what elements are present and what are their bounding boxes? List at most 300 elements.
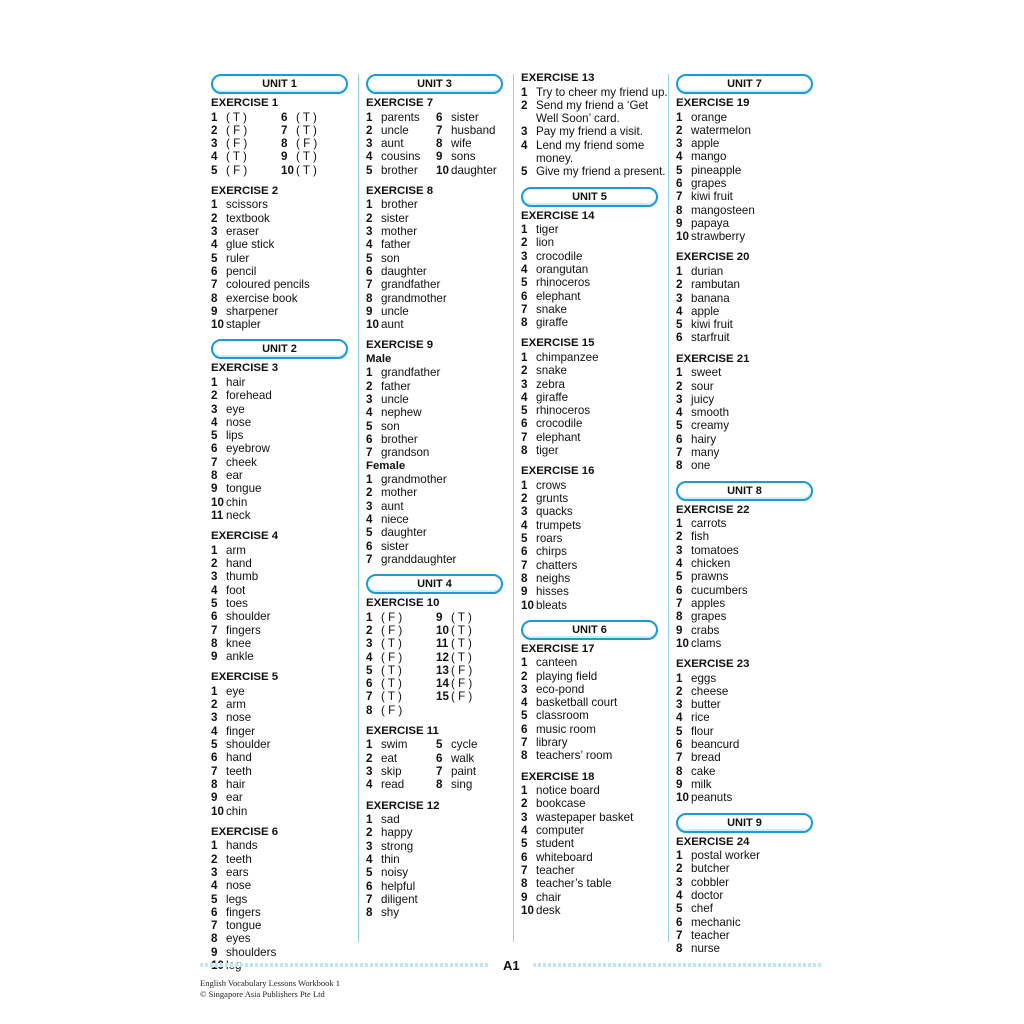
item-answer: rambutan (691, 278, 740, 292)
item-number: 2 (211, 123, 218, 137)
item-number: 4 (676, 711, 683, 725)
item-answer: sons (451, 150, 476, 164)
item-number: 9 (211, 482, 218, 496)
item-answer: forehead (226, 389, 272, 403)
answer-item (366, 124, 436, 137)
item-answer: shoulders (226, 945, 277, 959)
answer-item (211, 738, 363, 751)
answer-list (521, 223, 673, 329)
item-number: 8 (521, 571, 528, 585)
item-number: 5 (676, 902, 683, 916)
item-answer: teachers’ room (536, 749, 613, 763)
item-number: 15 (436, 690, 449, 704)
item-answer: chicken (691, 557, 731, 571)
item-number: 1 (676, 110, 683, 124)
answer-item (366, 366, 518, 379)
answer-item (676, 725, 828, 738)
item-answer: sister (381, 539, 409, 553)
answer-item (676, 446, 828, 459)
answer-item (676, 217, 828, 230)
item-answer: grunts (536, 492, 569, 506)
exercise-title: EXERCISE 13 (521, 72, 595, 84)
item-number: 3 (676, 392, 683, 406)
exercise-title: EXERCISE 3 (211, 362, 279, 375)
answer-item (366, 664, 436, 677)
answer-item (676, 738, 828, 751)
item-answer: library (536, 736, 568, 750)
item-answer: daughter (451, 163, 497, 177)
item-answer: rice (691, 711, 710, 725)
answer-item (436, 677, 506, 690)
item-number: 2 (211, 852, 218, 866)
item-answer: foot (226, 583, 246, 597)
item-answer: sour (691, 379, 714, 393)
item-number: 5 (366, 866, 373, 880)
item-number: 2 (521, 669, 528, 683)
item-number: 2 (521, 797, 528, 811)
item-answer: ( T ) (226, 150, 247, 164)
footer-wave-right (533, 963, 823, 967)
item-number: 3 (211, 137, 218, 151)
item-number: 2 (366, 123, 373, 137)
item-number: 6 (676, 738, 683, 752)
item-answer: ( T ) (296, 123, 317, 137)
item-answer: tiger (536, 444, 559, 458)
item-answer: ruler (226, 251, 250, 265)
answer-item (211, 946, 363, 959)
answer-item (366, 738, 436, 751)
answer-item (211, 778, 363, 791)
item-answer: uncle (381, 123, 409, 137)
answer-list (211, 839, 363, 972)
item-number: 7 (366, 690, 373, 704)
answer-item (366, 624, 436, 637)
answer-list (676, 517, 828, 650)
item-number: 6 (521, 417, 528, 431)
item-number: 2 (211, 557, 218, 571)
answer-item (211, 698, 363, 711)
item-number: 6 (676, 583, 683, 597)
exercise-title: EXERCISE 4 (211, 530, 279, 543)
exercise-title: EXERCISE 1 (211, 97, 279, 109)
answer-item (366, 473, 518, 486)
item-answer: hand (226, 751, 252, 765)
item-number: 7 (366, 552, 373, 566)
answer-item (211, 429, 363, 442)
exercise-section (676, 658, 828, 804)
item-number: 3 (366, 839, 373, 853)
item-number: 3 (521, 125, 528, 139)
answer-item (366, 651, 436, 664)
item-answer: brother (381, 163, 418, 177)
item-answer: wastepaper basket (536, 810, 634, 824)
item-answer: legs (226, 892, 248, 906)
answer-item (676, 164, 828, 177)
answer-item (521, 364, 673, 377)
item-number: 1 (211, 543, 218, 557)
item-answer: lips (226, 429, 244, 443)
item-answer: arm (226, 543, 246, 557)
item-answer: chair (536, 890, 562, 904)
item-number: 6 (676, 432, 683, 446)
answer-item (436, 611, 506, 624)
answer-list (521, 86, 673, 179)
item-answer: student (536, 837, 575, 851)
item-answer: notice board (536, 784, 600, 798)
answer-item (366, 292, 518, 305)
item-answer: teeth (226, 764, 252, 778)
item-answer: butcher (691, 862, 730, 876)
item-number: 3 (521, 682, 528, 696)
item-answer: granddaughter (381, 552, 457, 566)
item-number: 9 (211, 650, 218, 664)
item-answer: chirps (536, 545, 567, 559)
answer-item (366, 513, 518, 526)
item-number: 6 (366, 539, 373, 553)
exercise-section (366, 725, 518, 792)
item-answer: whiteboard (536, 850, 593, 864)
item-number: 5 (521, 709, 528, 723)
answer-item (676, 624, 828, 637)
item-answer: teacher (536, 863, 575, 877)
answer-item (281, 124, 351, 137)
item-number: 3 (521, 505, 528, 519)
exercise-title: EXERCISE 23 (676, 658, 750, 671)
answer-item (676, 111, 828, 124)
answer-item (211, 853, 363, 866)
answer-list (521, 656, 673, 762)
item-number: 1 (366, 473, 373, 487)
item-answer: eye (226, 684, 245, 698)
item-number: 6 (436, 110, 443, 124)
item-number: 9 (521, 585, 528, 599)
item-number: 3 (211, 570, 218, 584)
item-number: 1 (211, 110, 218, 124)
item-answer: desk (536, 903, 561, 917)
answer-item (521, 877, 673, 890)
item-number: 10 (521, 598, 534, 612)
item-number: 8 (676, 203, 683, 217)
answer-item (211, 238, 363, 251)
item-number: 5 (521, 276, 528, 290)
item-answer: read (381, 778, 405, 792)
item-number: 7 (676, 751, 683, 765)
exercise-title: EXERCISE 18 (521, 770, 595, 783)
item-number: 10 (211, 495, 224, 509)
item-answer: ( F ) (451, 677, 473, 691)
item-answer: ( T ) (381, 637, 402, 651)
item-answer: uncle (381, 393, 409, 407)
item-answer: eat (381, 751, 398, 765)
item-answer: cake (691, 764, 716, 778)
item-answer: eggs (691, 671, 717, 685)
answer-list (676, 672, 828, 805)
answer-item (436, 752, 506, 765)
answer-item (366, 278, 518, 291)
exercise-section (676, 836, 828, 956)
answer-item (436, 690, 506, 703)
exercise-section (521, 337, 673, 457)
item-answer: grandmother (381, 473, 447, 487)
item-number: 7 (366, 892, 373, 906)
answer-item (436, 778, 506, 791)
answer-item (436, 111, 506, 124)
exercise-section (521, 72, 673, 179)
item-answer: niece (381, 512, 409, 526)
item-answer: snake (536, 364, 567, 378)
book-title: English Vocabulary Lessons Workbook 1 (200, 978, 341, 988)
item-answer: mechanic (691, 915, 741, 929)
answer-item (676, 876, 828, 889)
answer-item (521, 864, 673, 877)
answer-item (211, 711, 363, 724)
item-answer: cobbler (691, 875, 730, 889)
item-number: 8 (676, 942, 683, 956)
item-number: 9 (366, 304, 373, 318)
item-answer: strong (381, 839, 414, 853)
item-number: 9 (676, 623, 683, 637)
item-number: 6 (281, 110, 288, 124)
item-number: 4 (521, 518, 528, 532)
item-answer: skip (381, 765, 402, 779)
item-answer: crabs (691, 623, 720, 637)
answer-item (521, 250, 673, 263)
item-number: 3 (676, 543, 683, 557)
item-answer: arm (226, 698, 246, 712)
answer-item (676, 292, 828, 305)
exercise-section (211, 185, 363, 331)
exercise-title: EXERCISE 21 (676, 352, 750, 365)
answer-list (366, 473, 518, 566)
item-answer: butter (691, 698, 721, 712)
item-answer: cheek (226, 455, 257, 469)
item-number: 5 (366, 663, 373, 677)
item-number: 5 (211, 596, 218, 610)
item-answer: hands (226, 839, 258, 853)
item-number: 8 (211, 777, 218, 791)
item-number: 2 (676, 862, 683, 876)
item-answer: sweet (691, 366, 722, 380)
answer-item (366, 225, 518, 238)
item-answer: father (381, 238, 411, 252)
answer-item (676, 889, 828, 902)
answer-item (436, 137, 506, 150)
answer-list (676, 366, 828, 472)
answer-item (521, 572, 673, 585)
item-answer: cheese (691, 684, 729, 698)
answer-item (521, 505, 673, 518)
item-answer: ( F ) (381, 623, 403, 637)
item-answer: fish (691, 530, 710, 544)
answer-item (366, 611, 436, 624)
answer-item (211, 305, 363, 318)
item-number: 8 (366, 291, 373, 305)
item-number: 1 (521, 350, 528, 364)
item-answer: nephew (381, 406, 422, 420)
item-number: 7 (521, 558, 528, 572)
answer-item (211, 751, 363, 764)
item-answer: teacher (691, 928, 730, 942)
item-number: 3 (521, 810, 528, 824)
answer-item (676, 637, 828, 650)
answer-item (211, 164, 281, 177)
item-answer: textbook (226, 211, 270, 225)
item-answer: sing (451, 778, 473, 792)
exercise-section (366, 800, 518, 920)
unit-banner: UNIT 2 (211, 339, 348, 359)
answer-item (211, 252, 363, 265)
answer-item (211, 137, 281, 150)
exercise-title: EXERCISE 17 (521, 642, 595, 655)
answer-item (366, 906, 518, 919)
answer-item (521, 784, 673, 797)
item-answer: ( T ) (381, 690, 402, 704)
answer-item (521, 263, 673, 276)
item-answer: ( T ) (296, 150, 317, 164)
item-answer: sister (381, 211, 409, 225)
item-number: 3 (366, 137, 373, 151)
answer-item (366, 393, 518, 406)
answer-item (676, 406, 828, 419)
answer-item (521, 165, 673, 178)
item-number: 3 (521, 377, 528, 391)
item-answer: mother (381, 225, 418, 239)
answer-item (281, 111, 351, 124)
item-number: 5 (211, 892, 218, 906)
item-number: 7 (366, 278, 373, 292)
exercise-title: EXERCISE 5 (211, 671, 279, 684)
answer-item (521, 723, 673, 736)
answer-item (521, 303, 673, 316)
item-number: 1 (366, 110, 373, 124)
answer-item (211, 469, 363, 482)
item-number: 11 (436, 637, 449, 651)
item-answer: creamy (691, 419, 730, 433)
exercise-section (366, 339, 518, 566)
item-number: 7 (281, 123, 288, 137)
unit-banner: UNIT 6 (521, 620, 658, 640)
answer-item (366, 212, 518, 225)
answer-item (366, 826, 518, 839)
item-answer: aunt (381, 499, 404, 513)
answer-item (521, 431, 673, 444)
exercise-section (211, 530, 363, 663)
unit-banner: UNIT 9 (676, 813, 813, 833)
item-answer: brother (381, 432, 418, 446)
item-answer: daughter (381, 264, 427, 278)
item-answer: bookcase (536, 797, 586, 811)
item-number: 3 (211, 711, 218, 725)
answer-item (676, 610, 828, 623)
item-number: 1 (366, 813, 373, 827)
footer-wave-left (200, 963, 490, 967)
item-answer: one (691, 459, 711, 473)
item-answer: eraser (226, 225, 259, 239)
item-number: 8 (281, 137, 288, 151)
answer-item (676, 557, 828, 570)
item-answer: starfruit (691, 331, 730, 345)
answer-item (211, 124, 281, 137)
item-answer: ( F ) (381, 650, 403, 664)
answer-item (436, 637, 506, 650)
answer-item (366, 765, 436, 778)
answer-item (521, 891, 673, 904)
answer-item (521, 559, 673, 572)
item-answer: eyebrow (226, 442, 270, 456)
item-answer: swim (381, 738, 408, 752)
item-number: 10 (281, 163, 294, 177)
item-answer: stapler (226, 318, 261, 332)
unit-banner: UNIT 5 (521, 187, 658, 207)
item-answer: lion (536, 236, 555, 250)
item-answer: prawns (691, 570, 729, 584)
item-number: 2 (366, 211, 373, 225)
item-answer: chimpanzee (536, 350, 599, 364)
answer-item (676, 849, 828, 862)
item-number: 1 (366, 366, 373, 380)
item-number: 2 (211, 698, 218, 712)
answer-item (676, 517, 828, 530)
answer-item (521, 656, 673, 669)
answer-item (211, 791, 363, 804)
answer-item (521, 276, 673, 289)
exercise-title: EXERCISE 19 (676, 97, 750, 109)
item-answer: chin (226, 495, 248, 509)
item-number: 1 (211, 684, 218, 698)
item-number: 1 (676, 264, 683, 278)
item-number: 2 (676, 278, 683, 292)
item-answer: hisses (536, 585, 569, 599)
item-number: 7 (676, 446, 683, 460)
exercise-title: EXERCISE 12 (366, 799, 440, 812)
item-number: 9 (211, 945, 218, 959)
item-answer: walk (451, 751, 475, 765)
answer-item (676, 570, 828, 583)
answer-item (366, 893, 518, 906)
item-number: 9 (676, 216, 683, 230)
item-answer: kiwi fruit (691, 318, 733, 332)
item-number: 3 (676, 875, 683, 889)
item-number: 5 (676, 318, 683, 332)
item-number: 7 (211, 623, 218, 637)
item-number: 1 (366, 610, 373, 624)
item-number: 12 (436, 650, 449, 664)
answer-item (676, 862, 828, 875)
answer-list (211, 685, 363, 818)
item-number: 4 (676, 150, 683, 164)
item-number: 13 (436, 663, 449, 677)
item-number: 4 (211, 724, 218, 738)
item-number: 5 (366, 526, 373, 540)
item-answer: tomatoes (691, 543, 739, 557)
item-number: 6 (366, 879, 373, 893)
answer-item (676, 929, 828, 942)
item-answer: parents (381, 110, 420, 124)
item-number: 7 (676, 928, 683, 942)
answer-item (676, 331, 828, 344)
answer-item (676, 366, 828, 379)
page-number: A1 (503, 958, 520, 973)
answer-item (211, 893, 363, 906)
answer-list (366, 611, 518, 717)
item-answer: trumpets (536, 518, 582, 532)
answer-item (366, 305, 518, 318)
answer-list (676, 111, 828, 244)
item-answer: finger (226, 724, 256, 738)
item-answer: helpful (381, 879, 416, 893)
item-answer: strawberry (691, 230, 746, 244)
answer-item (366, 880, 518, 893)
